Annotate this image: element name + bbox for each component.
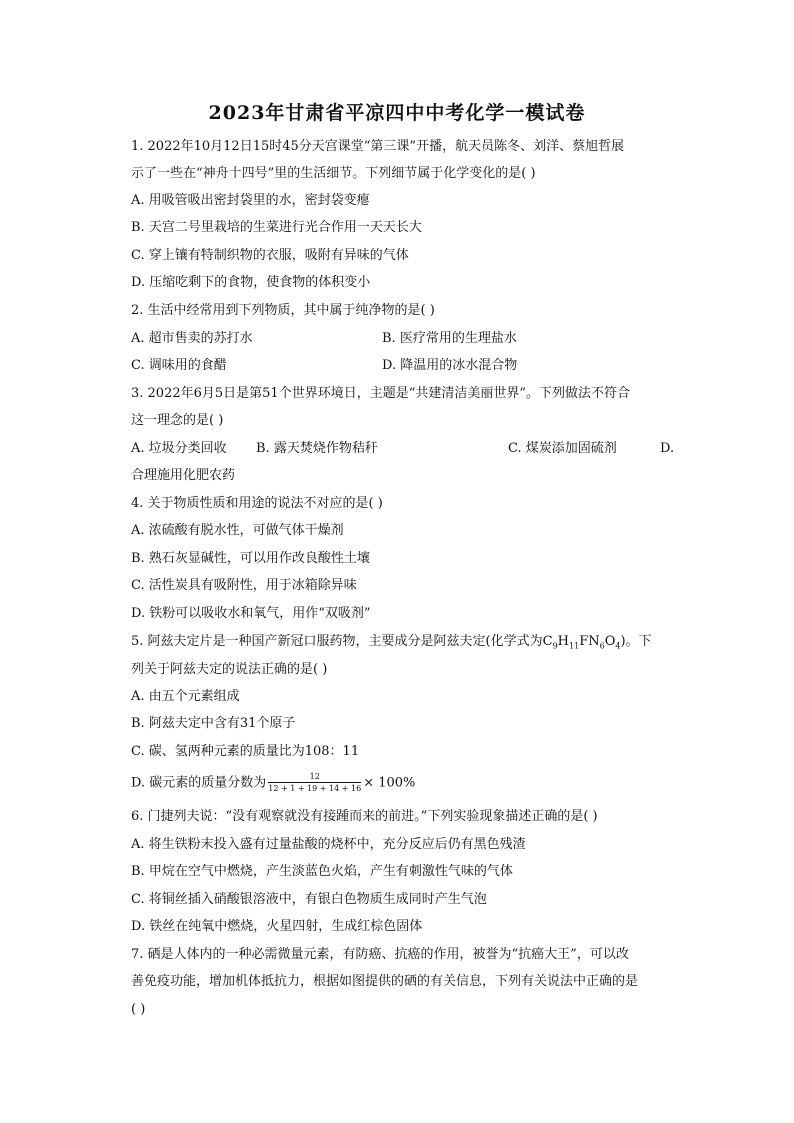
question-6-option-a: A. 将生铁粉末投入盛有过量盐酸的烧杯中，充分反应后仍有黑色残渣 xyxy=(131,837,526,852)
question-4-option-b: B. 熟石灰显碱性，可以用作改良酸性土壤 xyxy=(131,551,370,566)
question-3-option-d-label: D. xyxy=(660,441,675,456)
question-6-option-b: B. 甲烷在空气中燃烧，产生淡蓝色火焰，产生有刺激性气味的气体 xyxy=(131,864,513,879)
question-4-option-c: C. 活性炭具有吸附性，用于冰箱除异味 xyxy=(131,578,357,593)
question-1-option-a: A. 用吸管吸出密封袋里的水，密封袋变瘪 xyxy=(131,193,370,208)
question-5-stem-line-1 xyxy=(131,633,652,656)
formula-n-subscript: 6 xyxy=(599,641,605,651)
question-3-option-c: C. 煤炭添加固硫剂 xyxy=(508,441,617,456)
formula-c-subscript: 9 xyxy=(552,641,558,651)
question-5-stem-line-2: 列关于阿兹夫定的说法正确的是( ) xyxy=(131,662,328,677)
mass-fraction-formula xyxy=(268,772,361,794)
question-7-stem-line-2: 善免疫功能，增加机体抵抗力，根据如图提供的硒的有关信息，下列有关说法中正确的是 xyxy=(131,974,639,989)
fraction-numerator: 12 xyxy=(309,772,320,781)
question-1-option-d: D. 压缩吃剩下的食物，使食物的体积变小 xyxy=(131,275,371,290)
question-4-option-d: D. 铁粉可以吸收水和氧气，用作“双吸剂” xyxy=(131,606,371,621)
question-7-stem-line-3: ( ) xyxy=(131,1002,146,1017)
formula-o-subscript: 4 xyxy=(615,641,621,651)
question-1-stem-line-1: 1. 2022年10月12日15时45分天宫课堂“第三课”开播，航天员陈冬、刘洋、蔡旭哲展 xyxy=(131,139,625,154)
percent-multiplier: × 100% xyxy=(363,775,416,791)
question-2-stem: 2. 生活中经常用到下列物质，其中属于纯净物的是( ) xyxy=(131,303,435,318)
question-3-stem-line-2: 这一理念的是( ) xyxy=(131,413,224,428)
formula-h: H xyxy=(557,634,569,649)
page-title: 2023年甘肃省平凉四中中考化学一模试卷 xyxy=(208,102,586,124)
question-6-option-c: C. 将铜丝插入硝酸银溶液中，有银白色物质生成同时产生气泡 xyxy=(131,892,487,907)
question-6-stem: 6. 门捷列夫说：“没有观察就没有接踵而来的前进。”下列实验现象描述正确的是( ) xyxy=(131,809,598,824)
question-5-stem-tail: )。下 xyxy=(620,634,652,649)
formula-o: O xyxy=(604,634,616,649)
question-2-option-d: D. 降温用的冰水混合物 xyxy=(382,358,518,373)
question-6-option-d: D. 铁丝在纯氧中燃烧，火星四射，生成红棕色固体 xyxy=(131,919,423,934)
question-4-stem: 4. 关于物质性质和用途的说法不对应的是( ) xyxy=(131,496,383,511)
question-1-option-b: B. 天宫二号里栽培的生菜进行光合作用一天天长大 xyxy=(131,220,422,235)
question-1-stem-line-2: 示了一些在“神舟十四号”里的生活细节。下列细节属于化学变化的是( ) xyxy=(131,166,536,181)
fraction-denominator: 12 + 1 + 19 + 14 + 16 xyxy=(268,784,362,793)
question-5-option-b: B. 阿兹夫定中含有31个原子 xyxy=(131,716,296,731)
question-5-option-a: A. 由五个元素组成 xyxy=(131,689,240,704)
question-2-option-b: B. 医疗常用的生理盐水 xyxy=(382,331,517,346)
question-7-stem-line-1: 7. 硒是人体内的一种必需微量元素，有防癌、抗癌的作用，被誉为“抗癌大王”，可以改 xyxy=(131,947,629,962)
question-5-stem-text: 5. 阿兹夫定片是一种国产新冠口服药物，主要成分是阿兹夫定(化学式为C xyxy=(131,634,553,649)
question-2-option-c: C. 调味用的食醋 xyxy=(131,358,227,373)
question-3-option-d-text: 合理施用化肥农药 xyxy=(131,468,236,483)
question-4-option-a: A. 浓硫酸有脱水性，可做气体干燥剂 xyxy=(131,523,344,538)
question-5-option-d xyxy=(131,772,415,794)
question-3-stem-line-1: 3. 2022年6月5日是第51个世界环境日，主题是“共建清洁美丽世界”。下列做法不符合 xyxy=(131,386,630,401)
question-3-option-a: A. 垃圾分类回收 xyxy=(131,441,227,456)
question-3-option-b: B. 露天焚烧作物秸秆 xyxy=(256,441,378,456)
question-5-option-d-text: D. 碳元素的质量分数为 xyxy=(131,775,267,791)
question-2-option-a: A. 超市售卖的苏打水 xyxy=(131,331,253,346)
formula-fn: FN xyxy=(579,634,600,649)
question-5-option-c: C. 碳、氢两种元素的质量比为108：11 xyxy=(131,744,360,759)
formula-h-subscript: 11 xyxy=(569,641,580,651)
question-1-option-c: C. 穿上镶有特制织物的衣服，吸附有异味的气体 xyxy=(131,248,409,263)
